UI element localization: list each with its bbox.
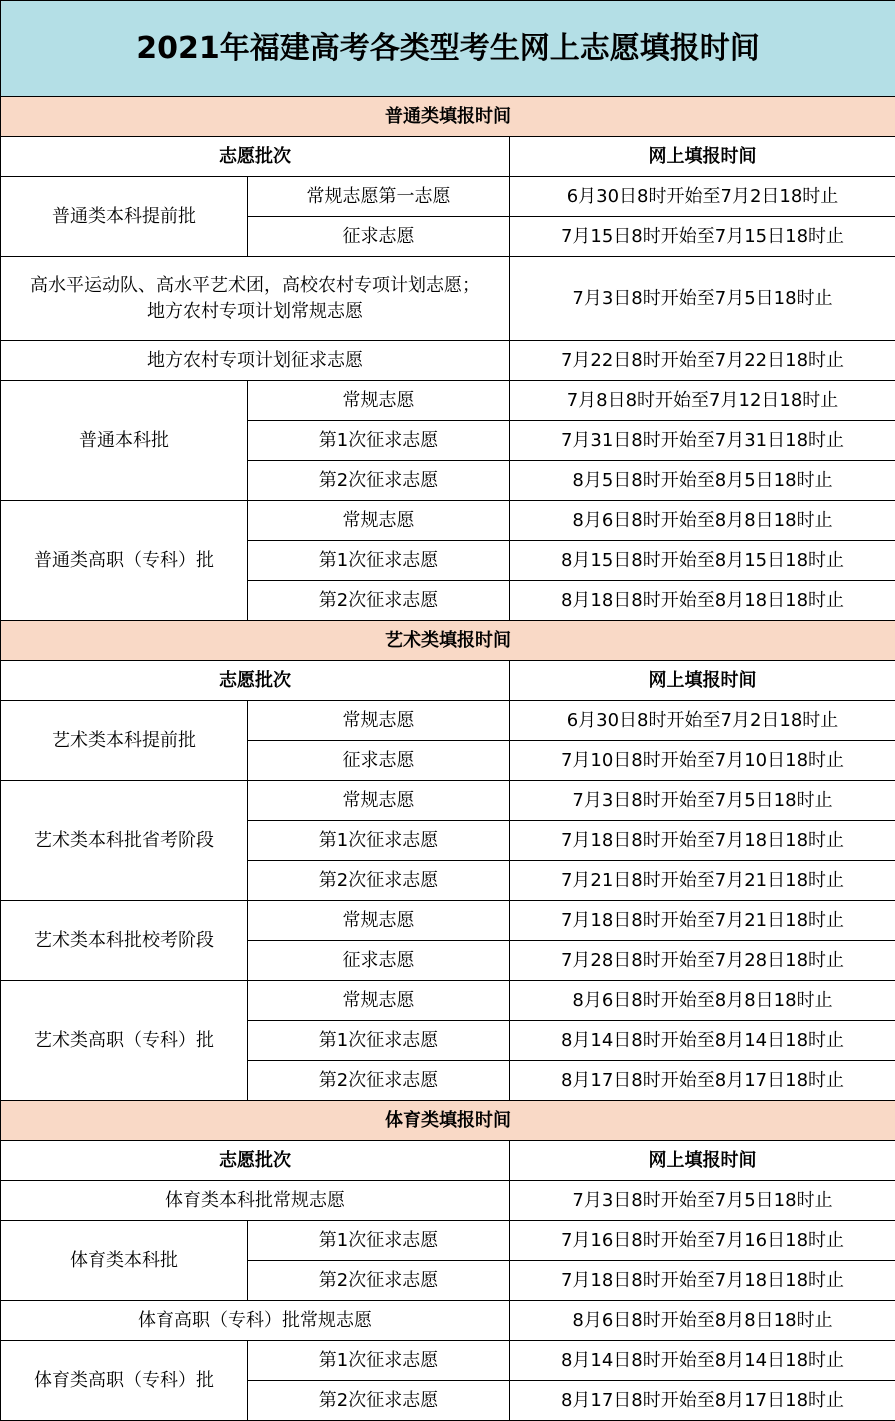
type-cell: 常规志愿第一志愿 (248, 177, 510, 217)
type-cell: 征求志愿 (248, 217, 510, 257)
batch-cell: 普通类高职（专科）批 (1, 501, 248, 621)
section-title: 体育类填报时间 (1, 1101, 895, 1141)
batch-line: 地方农村专项计划常规志愿 (147, 300, 363, 322)
type-cell: 征求志愿 (248, 941, 510, 981)
time-cell: 8月15日8时开始至8月15日18时止 (510, 541, 895, 581)
column-header-batch: 志愿批次 (1, 137, 510, 177)
time-cell: 8月17日8时开始至8月17日18时止 (510, 1381, 895, 1421)
time-cell: 7月28日8时开始至7月28日18时止 (510, 941, 895, 981)
time-cell: 7月22日8时开始至7月22日18时止 (510, 341, 895, 381)
batch-cell: 体育类高职（专科）批 (1, 1341, 248, 1421)
batch-cell: 艺术类本科提前批 (1, 701, 248, 781)
time-cell: 7月18日8时开始至7月18日18时止 (510, 821, 895, 861)
time-cell: 8月18日8时开始至8月18日18时止 (510, 581, 895, 621)
batch-cell: 普通类本科提前批 (1, 177, 248, 257)
batch-cell: 体育高职（专科）批常规志愿 (1, 1301, 510, 1341)
batch-line: 高水平运动队、高水平艺术团，高校农村专项计划志愿； (30, 274, 480, 296)
time-cell: 6月30日8时开始至7月2日18时止 (510, 701, 895, 741)
type-cell: 常规志愿 (248, 781, 510, 821)
column-header-batch: 志愿批次 (1, 661, 510, 701)
type-cell: 第2次征求志愿 (248, 581, 510, 621)
time-cell: 7月3日8时开始至7月5日18时止 (510, 1181, 895, 1221)
time-cell: 7月16日8时开始至7月16日18时止 (510, 1221, 895, 1261)
batch-cell: 艺术类高职（专科）批 (1, 981, 248, 1101)
time-cell: 8月6日8时开始至8月8日18时止 (510, 981, 895, 1021)
batch-cell: 普通本科批 (1, 381, 248, 501)
section-title: 艺术类填报时间 (1, 621, 895, 661)
time-cell: 7月18日8时开始至7月18日18时止 (510, 1261, 895, 1301)
type-cell: 常规志愿 (248, 381, 510, 421)
column-header-time: 网上填报时间 (510, 1141, 895, 1181)
time-cell: 7月10日8时开始至7月10日18时止 (510, 741, 895, 781)
type-cell: 第1次征求志愿 (248, 1341, 510, 1381)
type-cell: 第2次征求志愿 (248, 1381, 510, 1421)
time-cell: 8月6日8时开始至8月8日18时止 (510, 1301, 895, 1341)
batch-cell: 体育类本科批常规志愿 (1, 1181, 510, 1221)
time-cell: 7月3日8时开始至7月5日18时止 (510, 781, 895, 821)
type-cell: 第1次征求志愿 (248, 1221, 510, 1261)
time-cell: 7月3日8时开始至7月5日18时止 (510, 257, 895, 341)
type-cell: 征求志愿 (248, 741, 510, 781)
type-cell: 第2次征求志愿 (248, 861, 510, 901)
time-cell: 8月17日8时开始至8月17日18时止 (510, 1061, 895, 1101)
batch-cell: 艺术类本科批校考阶段 (1, 901, 248, 981)
type-cell: 常规志愿 (248, 981, 510, 1021)
type-cell: 第1次征求志愿 (248, 541, 510, 581)
type-cell: 常规志愿 (248, 501, 510, 541)
column-header-time: 网上填报时间 (510, 661, 895, 701)
time-cell: 7月31日8时开始至7月31日18时止 (510, 421, 895, 461)
time-cell: 7月18日8时开始至7月21日18时止 (510, 901, 895, 941)
type-cell: 第2次征求志愿 (248, 461, 510, 501)
time-cell: 6月30日8时开始至7月2日18时止 (510, 177, 895, 217)
time-cell: 8月14日8时开始至8月14日18时止 (510, 1341, 895, 1381)
type-cell: 第2次征求志愿 (248, 1061, 510, 1101)
batch-cell (1, 257, 510, 341)
time-cell: 8月14日8时开始至8月14日18时止 (510, 1021, 895, 1061)
page-title: 2021年福建高考各类型考生网上志愿填报时间 (1, 1, 895, 97)
type-cell: 第1次征求志愿 (248, 821, 510, 861)
column-header-time: 网上填报时间 (510, 137, 895, 177)
time-cell: 7月21日8时开始至7月21日18时止 (510, 861, 895, 901)
type-cell: 常规志愿 (248, 901, 510, 941)
time-cell: 8月6日8时开始至8月8日18时止 (510, 501, 895, 541)
batch-cell: 艺术类本科批省考阶段 (1, 781, 248, 901)
type-cell: 常规志愿 (248, 701, 510, 741)
batch-cell: 体育类本科批 (1, 1221, 248, 1301)
batch-cell: 地方农村专项计划征求志愿 (1, 341, 510, 381)
time-cell: 7月8日8时开始至7月12日18时止 (510, 381, 895, 421)
time-cell: 7月15日8时开始至7月15日18时止 (510, 217, 895, 257)
column-header-batch: 志愿批次 (1, 1141, 510, 1181)
type-cell: 第1次征求志愿 (248, 421, 510, 461)
type-cell: 第1次征求志愿 (248, 1021, 510, 1061)
time-cell: 8月5日8时开始至8月5日18时止 (510, 461, 895, 501)
section-title: 普通类填报时间 (1, 97, 895, 137)
type-cell: 第2次征求志愿 (248, 1261, 510, 1301)
